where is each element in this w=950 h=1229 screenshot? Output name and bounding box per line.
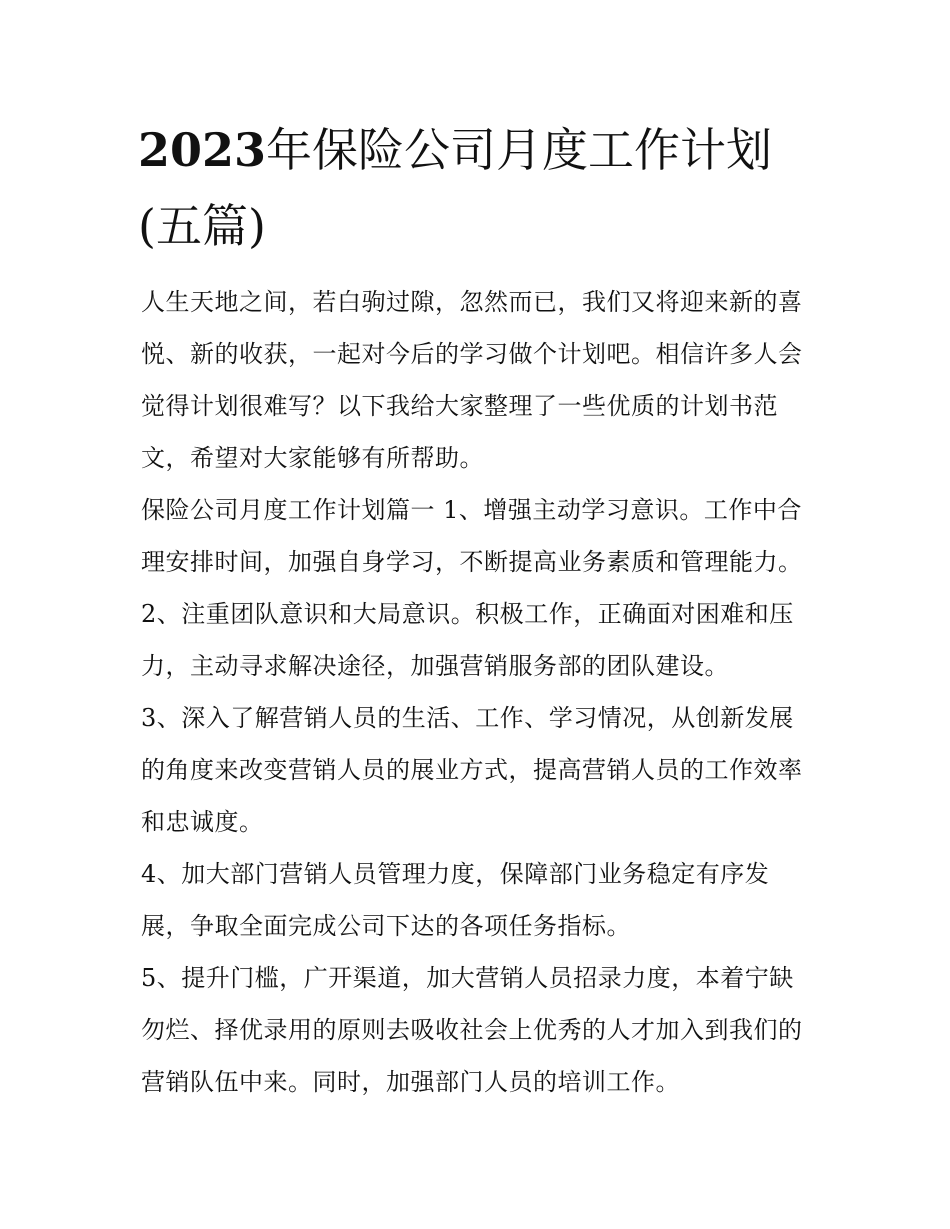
paragraph-item-3	[141, 692, 821, 848]
text-line: 的角度来改变营销人员的展业方式，提高营销人员的工作效率	[141, 756, 803, 784]
text-line: 悦、新的收获，一起对今后的学习做个计划吧。相信许多人会	[141, 340, 803, 368]
text-line: 人生天地之间，若白驹过隙，忽然而已，我们又将迎来新的喜	[141, 288, 803, 316]
text-line: 力，主动寻求解决途径，加强营销服务部的团队建设。	[141, 652, 729, 680]
text-line: 理安排时间，加强自身学习，不断提高业务素质和管理能力。	[141, 548, 803, 576]
text-line: 文，希望对大家能够有所帮助。	[141, 444, 484, 472]
title-year: 2023	[138, 123, 267, 177]
text-line: 勿烂、择优录用的原则去吸收社会上优秀的人才加入到我们的	[141, 1016, 803, 1044]
title-subtitle: (五篇)	[138, 199, 266, 253]
page-title	[138, 112, 818, 264]
text-line: 2、注重团队意识和大局意识。积极工作，正确面对困难和压	[141, 600, 794, 628]
paragraph-item-2	[141, 588, 821, 692]
title-text: 年保险公司月度工作计划	[266, 123, 773, 177]
text-line: 5、提升门槛，广开渠道，加大营销人员招录力度，本着宁缺	[141, 964, 794, 992]
text-line: 3、深入了解营销人员的生活、工作、学习情况，从创新发展	[141, 704, 794, 732]
paragraph-item-5	[141, 952, 821, 1108]
text-line: 4、加大部门营销人员管理力度，保障部门业务稳定有序发	[141, 860, 770, 888]
text-line: 觉得计划很难写？以下我给大家整理了一些优质的计划书范	[141, 392, 778, 420]
document-body	[141, 276, 821, 1108]
text-line: 展，争取全面完成公司下达的各项任务指标。	[141, 912, 631, 940]
text-line: 保险公司月度工作计划篇一 1、增强主动学习意识。工作中合	[141, 496, 802, 524]
paragraph-item-4	[141, 848, 821, 952]
text-line: 营销队伍中来。同时，加强部门人员的培训工作。	[141, 1068, 680, 1096]
paragraph-intro	[141, 276, 821, 484]
paragraph-item-1	[141, 484, 821, 588]
text-line: 和忠诚度。	[141, 808, 264, 836]
